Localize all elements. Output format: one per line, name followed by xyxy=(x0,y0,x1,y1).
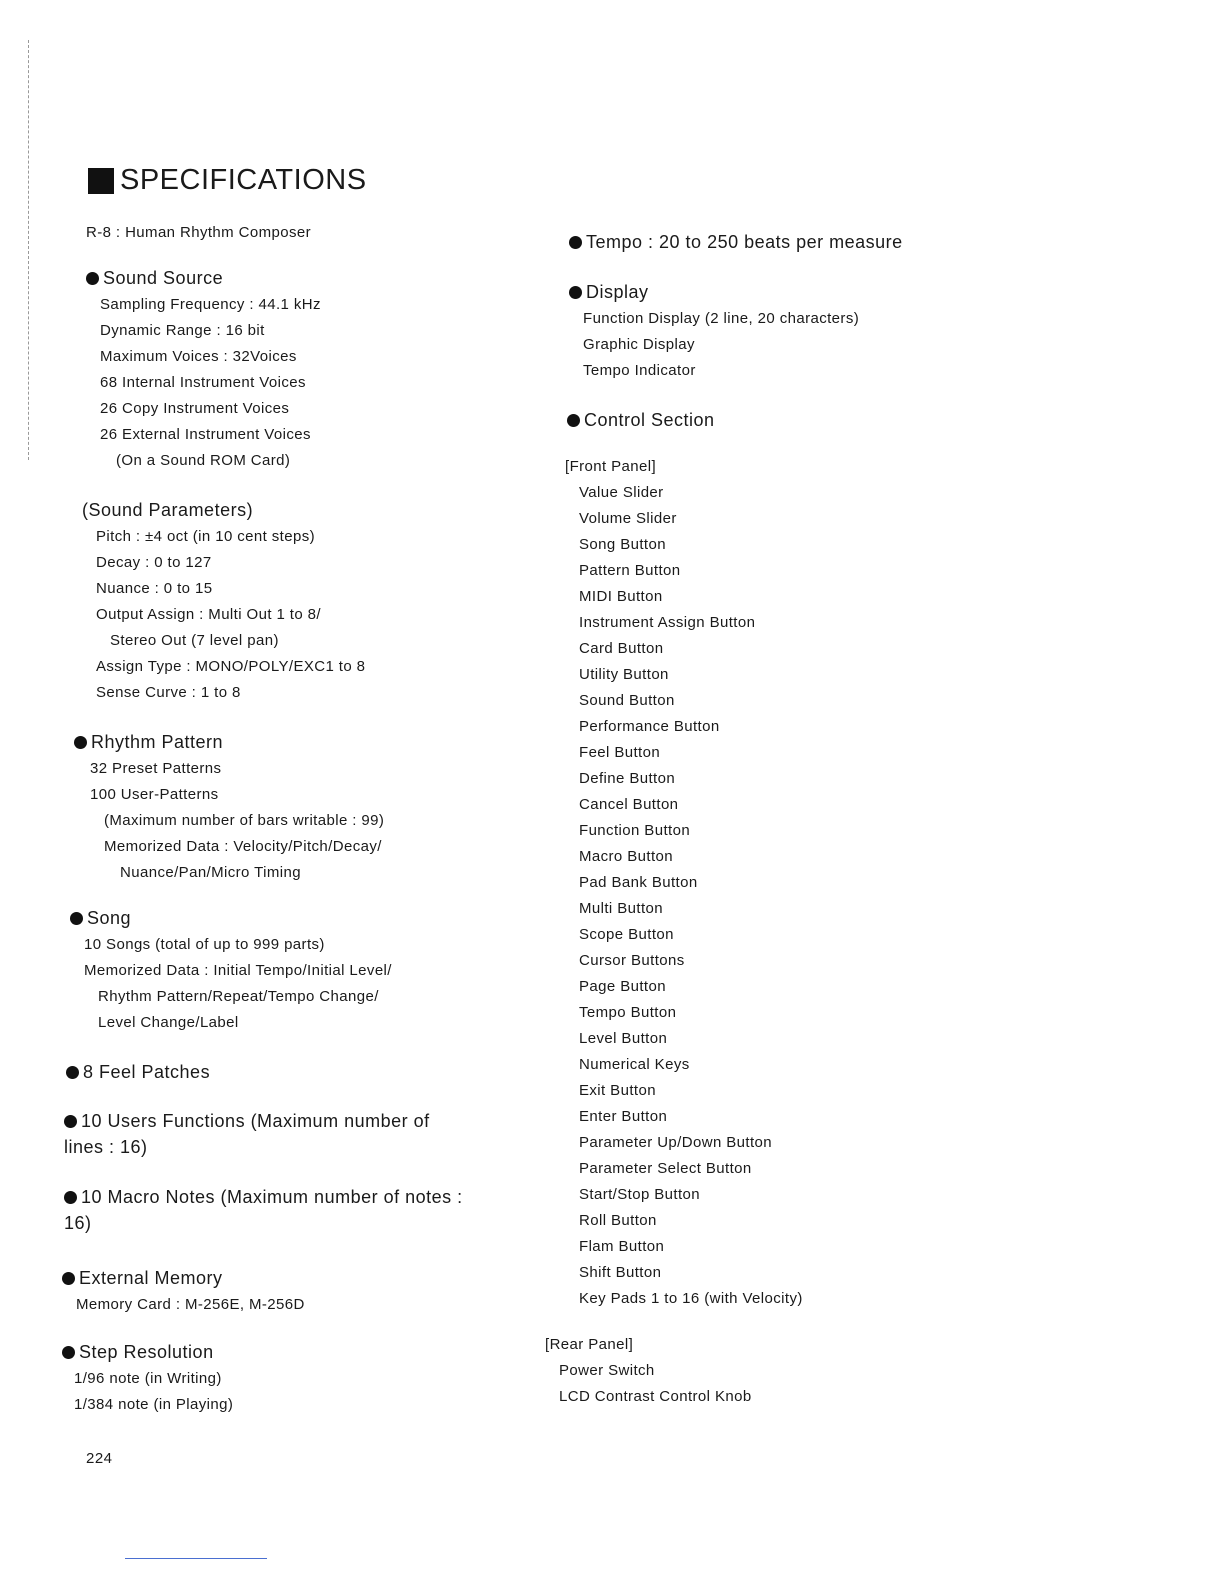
list-item: Macro Button xyxy=(579,848,674,865)
product-subtitle: R-8 : Human Rhythm Composer xyxy=(86,224,312,241)
scan-edge-mark xyxy=(28,40,30,460)
list-item: Define Button xyxy=(579,770,676,787)
list-item: Sampling Frequency : 44.1 kHz xyxy=(100,296,321,313)
bullet-icon xyxy=(567,414,580,427)
list-item: Nuance/Pan/Micro Timing xyxy=(120,864,301,881)
display-list xyxy=(583,306,1005,384)
bullet-icon xyxy=(569,236,582,249)
footer-rule xyxy=(125,1558,267,1559)
list-item: Pad Bank Button xyxy=(579,874,698,891)
list-item: 100 User-Patterns xyxy=(90,786,219,803)
list-item: 10 Songs (total of up to 999 parts) xyxy=(84,936,325,953)
front-panel-label: [Front Panel] xyxy=(565,458,657,475)
song-heading: Song xyxy=(70,904,520,932)
list-item: Rhythm Pattern/Repeat/Tempo Change/ xyxy=(98,988,379,1005)
list-item: Nuance : 0 to 15 xyxy=(96,580,213,597)
list-item: Pattern Button xyxy=(579,562,681,579)
list-item: Page Button xyxy=(579,978,666,995)
list-item: 26 External Instrument Voices xyxy=(100,426,311,443)
list-item: Output Assign : Multi Out 1 to 8/ xyxy=(96,606,321,623)
rhythm-pattern-heading: Rhythm Pattern xyxy=(74,728,520,756)
external-memory-heading: External Memory xyxy=(62,1264,520,1292)
macro-notes-heading: 10 Macro Notes (Maximum number of notes : 16) xyxy=(64,1187,463,1233)
list-item: Numerical Keys xyxy=(579,1056,690,1073)
list-item: Utility Button xyxy=(579,666,669,683)
list-item: (On a Sound ROM Card) xyxy=(116,452,291,469)
list-item: Parameter Select Button xyxy=(579,1160,752,1177)
list-item: Maximum Voices : 32Voices xyxy=(100,348,297,365)
list-item: Stereo Out (7 level pan) xyxy=(110,632,279,649)
feel-patches-heading: 8 Feel Patches xyxy=(66,1058,520,1086)
list-item: Graphic Display xyxy=(583,336,695,353)
list-item: Pitch : ±4 oct (in 10 cent steps) xyxy=(96,528,316,545)
list-item: MIDI Button xyxy=(579,588,663,605)
list-item: Value Slider xyxy=(579,484,664,501)
list-item: Tempo Indicator xyxy=(583,362,696,379)
list-item: Cancel Button xyxy=(579,796,679,813)
page-title xyxy=(88,164,367,197)
list-item: Memorized Data : Velocity/Pitch/Decay/ xyxy=(104,838,382,855)
rear-panel-list xyxy=(559,1358,1005,1410)
list-item: Parameter Up/Down Button xyxy=(579,1134,773,1151)
black-square-icon xyxy=(88,168,114,194)
external-memory-list xyxy=(76,1292,520,1318)
display-heading: Display xyxy=(569,278,1005,306)
list-item: Tempo Button xyxy=(579,1004,677,1021)
front-panel-list xyxy=(579,480,1005,1312)
list-item: Feel Button xyxy=(579,744,661,761)
list-item: Function Display (2 line, 20 characters) xyxy=(583,310,860,327)
step-resolution-heading: Step Resolution xyxy=(62,1338,520,1366)
song-list xyxy=(84,932,520,1036)
list-item: Memorized Data : Initial Tempo/Initial Level/ xyxy=(84,962,392,979)
list-item: Function Button xyxy=(579,822,691,839)
bullet-icon xyxy=(62,1346,75,1359)
list-item: Decay : 0 to 127 xyxy=(96,554,212,571)
sound-source-list xyxy=(100,292,520,474)
list-item: Scope Button xyxy=(579,926,674,943)
rhythm-pattern-list xyxy=(90,756,520,886)
list-item: 1/96 note (in Writing) xyxy=(74,1370,222,1387)
tempo-heading: Tempo : 20 to 250 beats per measure xyxy=(569,228,1005,256)
sound-parameters-heading: (Sound Parameters) xyxy=(82,500,254,520)
list-item: Level Button xyxy=(579,1030,668,1047)
list-item: Performance Button xyxy=(579,718,720,735)
user-functions-heading: 10 Users Functions (Maximum number of lines : 16) xyxy=(64,1111,430,1157)
bullet-icon xyxy=(62,1272,75,1285)
right-column xyxy=(545,228,1005,1410)
step-resolution-list xyxy=(74,1366,520,1418)
list-item: Enter Button xyxy=(579,1108,668,1125)
list-item: Volume Slider xyxy=(579,510,677,527)
list-item: Memory Card : M-256E, M-256D xyxy=(76,1296,305,1313)
list-item: Multi Button xyxy=(579,900,664,917)
list-item: Shift Button xyxy=(579,1264,662,1281)
left-column xyxy=(60,220,520,1418)
sound-parameters-list xyxy=(96,524,520,706)
list-item: Instrument Assign Button xyxy=(579,614,756,631)
list-item: Flam Button xyxy=(579,1238,665,1255)
list-item: Exit Button xyxy=(579,1082,656,1099)
bullet-icon xyxy=(86,272,99,285)
list-item: Sense Curve : 1 to 8 xyxy=(96,684,241,701)
control-section-heading: Control Section xyxy=(567,406,1005,434)
list-item: Song Button xyxy=(579,536,666,553)
list-item: Assign Type : MONO/POLY/EXC1 to 8 xyxy=(96,658,366,675)
list-item: 1/384 note (in Playing) xyxy=(74,1396,234,1413)
bullet-icon xyxy=(66,1066,79,1079)
list-item: 26 Copy Instrument Voices xyxy=(100,400,290,417)
bullet-icon xyxy=(64,1115,77,1128)
bullet-icon xyxy=(569,286,582,299)
rear-panel-label: [Rear Panel] xyxy=(545,1336,634,1353)
list-item: Card Button xyxy=(579,640,664,657)
list-item: (Maximum number of bars writable : 99) xyxy=(104,812,385,829)
list-item: Level Change/Label xyxy=(98,1014,239,1031)
sound-source-heading: Sound Source xyxy=(86,264,520,292)
list-item: Power Switch xyxy=(559,1362,655,1379)
list-item: Key Pads 1 to 16 (with Velocity) xyxy=(579,1290,803,1307)
page-number: 224 xyxy=(86,1450,113,1467)
list-item: 32 Preset Patterns xyxy=(90,760,222,777)
list-item: Start/Stop Button xyxy=(579,1186,701,1203)
page-title-text: SPECIFICATIONS xyxy=(120,164,367,196)
list-item: Roll Button xyxy=(579,1212,657,1229)
bullet-icon xyxy=(74,736,87,749)
list-item: LCD Contrast Control Knob xyxy=(559,1388,752,1405)
bullet-icon xyxy=(70,912,83,925)
list-item: Cursor Buttons xyxy=(579,952,685,969)
bullet-icon xyxy=(64,1191,77,1204)
list-item: 68 Internal Instrument Voices xyxy=(100,374,306,391)
list-item: Dynamic Range : 16 bit xyxy=(100,322,265,339)
list-item: Sound Button xyxy=(579,692,675,709)
